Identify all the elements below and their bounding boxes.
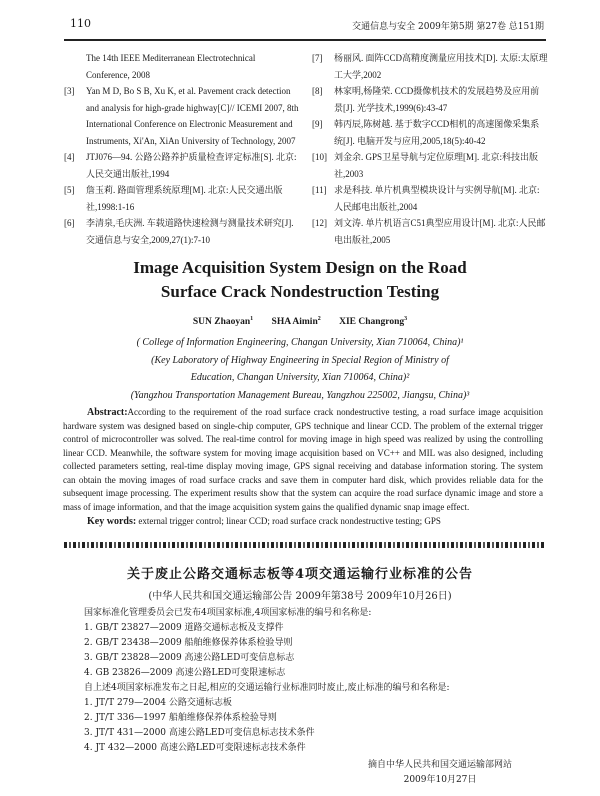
journal-header: 交通信息与安全 2009年第5期 第27卷 总151期 (352, 22, 544, 32)
affiliation-line: Education, Changan University, Xian 710064, China)² (190, 372, 410, 383)
reference-text: 刘金余. GPS卫星导航与定位原理[M]. 北京:科技出版社,2003 (334, 152, 539, 179)
reference-item (312, 116, 548, 149)
reference-item (312, 215, 548, 248)
header-rule (64, 39, 546, 41)
reference-number: [11] (312, 185, 327, 195)
reference-number: [7] (312, 53, 323, 63)
signature-source: 摘自中华人民共和国交通运输部网站 (367, 760, 512, 770)
notice-subtitle: (中华人民共和国交通运输部公告 2009年第38号 2009年10月26日) (148, 591, 452, 602)
reference-number: [4] (64, 152, 75, 162)
reference-item (64, 149, 300, 182)
reference-text: Yan M D, Bo S B, Xu K, et al. Pavement crack detection and analysis for high-grade highway[C]// ICEMI 2007, 8th International Conference on Electronic Measurement and Instruments, Xi'An, XiAn University of Technology, 2007 (86, 86, 299, 146)
abstract (63, 406, 543, 514)
abstract-block (63, 406, 543, 529)
title-line: Image Acquisition System Design on the Road (133, 258, 467, 277)
author: SUN Zhaoyan$^1$ (192, 316, 254, 328)
page-number: 110 (70, 17, 91, 30)
affiliation-line: (Key Laboratory of Highway Engineering in Special Region of Ministry of (151, 354, 449, 366)
affiliation-line: ( College of Information Engineering, Changan University, Xian 710064, China)¹ (136, 337, 464, 348)
reference-number: [8] (312, 86, 323, 96)
reference-text: JTJ076—94. 公路公路养护质量检查评定标准[S]. 北京:人民交通出版社,1994 (86, 152, 297, 179)
standard-item: 4. GB 23826—2009 高速公路LED可变限速标志 (84, 668, 286, 678)
standard-item: 3. GB/T 23828—2009 高速公路LED可变信息标志 (84, 653, 295, 663)
reference-item (64, 83, 300, 149)
reference-text: 刘文涛. 单片机语言C51典型应用设计[M]. 北京:人民邮电出版社,2005 (334, 218, 546, 245)
abolish-intro: 自上述4项国家标准发布之日起,相应的交通运输行业标准同时废止,废止标准的编号和名称是: (84, 683, 450, 693)
reference-text: 李清泉,毛庆洲. 车载道路快速检测与测量技术研究[J]. 交通信息与安全,2009,27(1):7-10 (86, 218, 294, 245)
reference-number: [3] (64, 86, 75, 96)
reference-number: [9] (312, 119, 323, 129)
references-left-column (64, 50, 300, 248)
notice-title: 关于废止公路交通标志板等4项交通运输行业标准的公告 (126, 567, 474, 582)
abolished-item: 3. JT/T 431—2000 高速公路LED可变信息标志技术条件 (84, 728, 315, 738)
article-title (0, 256, 600, 304)
affiliations (0, 334, 600, 404)
abolished-item: 1. JT/T 279—2004 公路交通标志板 (84, 698, 232, 708)
standard-item: 2. GB/T 23438—2009 船舶维修保养体系检验导则 (84, 638, 293, 648)
abolished-item: 2. JT/T 336—1997 船舶维修保养体系检验导则 (84, 713, 277, 723)
reference-text: 求是科技. 单片机典型模块设计与实例导航[M]. 北京:人民邮电出版社,2004 (334, 185, 540, 212)
reference-item (64, 182, 300, 215)
reference-item (312, 182, 548, 215)
notice-signature (360, 758, 520, 788)
reference-item (312, 50, 548, 83)
reference-item (312, 149, 548, 182)
decorative-border (64, 542, 544, 548)
reference-text: 韩丙辰,陈树越. 基于数字CCD相机的高速图像采集系统[J]. 电脑开发与应用,2005,18(5):40-42 (334, 119, 540, 146)
affiliation-line: (Yangzhou Transportation Management Bureau, Yangzhou 225002, Jiangsu, China)³ (130, 389, 470, 401)
abolished-item: 4. JT 432—2000 高速公路LED可变限速标志技术条件 (84, 743, 306, 753)
reference-text: 杨丽风. 面阵CCD高精度测量应用技术[D]. 太原:太原理工大学,2002 (334, 53, 548, 80)
reference-item (312, 83, 548, 116)
notice-body (84, 606, 554, 788)
abstract-label: Abstract: (87, 407, 128, 418)
reference-text: 林家明,杨隆荣. CCD摄像机技术的发展趋势及应用前景[J]. 光学技术,1999(6):43-47 (334, 86, 540, 113)
notice-intro: 国家标准化管理委员会已发布4项国家标准,4项国家标准的编号和名称是: (84, 608, 372, 618)
reference-item (64, 215, 300, 248)
reference-text: 詹玉莉. 路面管理系统原理[M]. 北京:人民交通出版社,1998:1-16 (86, 185, 283, 212)
reference-number: [12] (312, 218, 327, 228)
reference-continuation: The 14th IEEE Mediterranean Electrotechnical Conference, 2008 (86, 53, 256, 80)
author: SHA Aimin$^2$ (271, 316, 321, 328)
keywords-label: Key words: (87, 516, 137, 527)
references-right-column (312, 50, 548, 248)
reference-number: [10] (312, 152, 327, 162)
abstract-text: According to the requirement of the road surface crack nondestructive testing, a road surface image acquisition hardware system was designed based on single-chip computer, GPS technique and linear CCD. The problem of the external trigger control of microcontroller was solved. The real-time control for moving image in high speed was realized by using the controlling linear CCD. Meanwhile, the software system for moving image acquisition based on VC++ and MIL was also designed, including collected parameters setting, real-time display moving image, GPS signal receiving and database information storing. The system can obtain the moving images of road surface cracks and save them in computer hard disk, which provides reliable data for the subsequent image processing. The experiment results show that the system can acquire the road surface dynamic image and store a mass of image information, and that the image acquisition system gains the qualified dynamic snap image effect. (63, 407, 543, 512)
keywords (63, 515, 543, 529)
reference-number: [5] (64, 185, 75, 195)
reference-number: [6] (64, 218, 75, 228)
signature-date: 2009年10月27日 (403, 775, 477, 785)
standard-item: 1. GB/T 23827—2009 道路交通标志板及支撑件 (84, 623, 284, 633)
authors (0, 316, 600, 327)
keywords-text: external trigger control; linear CCD; road surface crack nondestructive testing; GPS (138, 516, 441, 526)
author: XIE Changrong$^3$ (339, 316, 408, 328)
title-line: Surface Crack Nondestruction Testing (160, 282, 440, 301)
